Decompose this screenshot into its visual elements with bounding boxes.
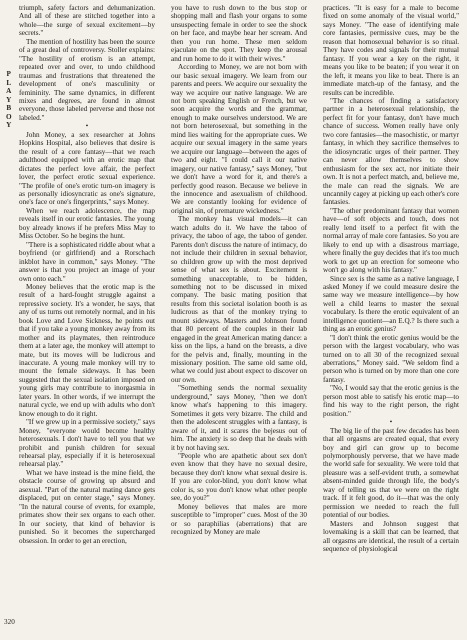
paragraph: The mention of hostility has been the source of a great deal of controversy. Stoller explains: "The hostility of erotism is an attempt, repeated over and over, to undo childhood traumas and frustrations that threatened the development of one's masculinity or femininity. The same dynamics, in different mixes and degrees, are found in almost everyone, those labeled perverse and those not labeled." (19, 37, 155, 122)
paragraph: The monkey has visual models—it can watch adults do it. We have the taboo of privacy, the taboo of age, the taboo of gender. Parents don't discuss the nature of intimacy, do not include their children in sexual behavior, so children grow up with the most deprived sense of what sex is about. Excitement is something unacceptable, to be hidden, something not to be discussed in mixed company. The basic mating position that results from this societal isolation booth is as ludicrous as that of the monkey trying to mount sideways. Masters and Johnson found that 80 percent of the couples in their lab engaged in the great American mating dance: a kiss on the lips, a hand on the breasts, a dive for the pelvis and, finally, mounting in the missionary position. The same old same old, what we could just about expect to discover on our own. (171, 215, 307, 384)
running-head-letter: P (6, 70, 12, 78)
text-column-2 (171, 4, 307, 622)
paragraph: "The chances of finding a satisfactory partner in a heterosexual relationship, the perfect fit for your fantasy, don't have much chance of success. Women really have only two core fantasies—the masochistic, or martyr fantasy, in which they sacrifice themselves to the idiosyncratic urges of their partner. They can never allow themselves to show enthusiasm for the sex act, nor initiate their own. It is not a perfect match, and, believe me, the male can read the signals. We are uncannily cagey at picking up each other's core fantasies. (323, 96, 459, 207)
paragraph: When we reach adolescence, the map reveals itself in our erotic fantasies. The young boy already knows if he prefers Miss May to Miss October. So he begins the hunt. (19, 206, 155, 241)
paragraph: Since sex is the same as a native language, I asked Money if we could measure desire the same way we measure intelligence—by how well a child learns to master the sexual vocabulary. Is there the erotic equivalent of an intelligence quotient—an E.Q.? Is there such a thing as an erotic genius? (323, 274, 459, 334)
paragraph: "If we grew up in a permissive society," says Money, "everyone would become healthy heterosexuals. I don't have to tell you that we prohibit and punish children for sexual rehearsal play, especially if it is heterosexual rehearsal play." (19, 418, 155, 469)
text-column-3 (323, 4, 459, 622)
paragraph: Money believes that males are more susceptible to "improper" cues. Most of the 30 or so paraphilias (aberrations) that are recognized by Money are male (171, 502, 307, 537)
paragraph: The big lie of the past few decades has been that all orgasms are created equal, that every boy and girl can grow up to become polymorphously perverse, that we have made the world safe for sexuality. We were told that pleasure was a self-evident truth, a somewhat absent-minded guide through life, the body's way of telling us that we were on the right track. If it felt good, do it—that was the only permission we needed to reach the full potential of our bodies. (323, 426, 459, 520)
paragraph: Money believes that the erotic map is the result of a hard-fought struggle against a repressive society. It's a wonder, he says, that any of us turns out remotely normal, and in his book Love and Love Sickness, he points out that if you take a young monkey away from its mother and its playmates, then reintroduce them at a later age, the monkey will attempt to mate, but its moves will be ludicrous and inaccurate. A young male monkey will try to mount the female sideways. It has been suggested that the sexual isolation imposed on young girls may contribute to inorgasmia in later years. In other words, if we interrupt the natural cycle, we end up with adults who don't know enough to do it right. (19, 282, 155, 418)
running-head-letter: O (5, 112, 13, 121)
section-separator: • (85, 122, 89, 131)
page-number: 320 (4, 618, 15, 626)
paragraph: you have to rush down to the bus stop or shopping mall and flash your organs to some unsuspecting female in order to see the shock on her face, and maybe hear her scream. And then you run home. These men seldom ejaculate on the spot. They keep the arousal and run home to do it with their wives." (171, 4, 307, 63)
running-head-letter: Y (6, 95, 12, 104)
paragraph: John Money, a sex researcher at Johns Hopkins Hospital, also believes that desire is the result of a core fantasy—that we reach adulthood equipped with an erotic map that dictates the perfect love affair, the perfect lover, the perfect erotic sexual experience. "The profile of one's erotic turn-on imagery is as personally idiosyncratic as one's signature, one's face or one's fingerprints," says Money. (19, 130, 155, 207)
paragraph: What we have instead is the mine field, the obstacle course of growing up absurd and asexual. "Part of the natural mating dance gets displaced, put on center stage," says Money. "In the natural course of events, for example, primates show their sex organs to each other. In our society, that kind of behavior is punished. So it becomes the supercharged obsession. In order to get an erection, (19, 468, 155, 545)
paragraph: "No, I would say that the erotic genius is the person most able to satisfy his erotic map—to find his way to the right person, the right position." (323, 384, 459, 418)
paragraph: triumph, safety factors and dehumanization. And all of these are stitched together into a whole—the surge of sexual excitement—by secrets." (19, 4, 155, 38)
paragraph: Masters and Johnson suggest that lovemaking is a skill that can be learned, that all orgasms are identical, the result of a certain sequence of physiological (323, 519, 459, 553)
paragraph: According to Money, we are not born with our basic sexual imagery. We learn from our parents and peers. We acquire our sexuality the way we acquire our native language. We are not born speaking English or French, but we soon acquire the words and the grammar, enough to make ourselves understood. We are not born heterosexual, but something in the mind lies waiting for the appropriate cues. We acquire our sexual imagery in the same years we acquire our language—between the ages of two and eight. "I could call it our native imagery, our native fantasy," says Money, "but we don't have a word for it, and there's a perfectly good reason. Because we believe in the innocence and asexualism of childhood. We are constantly looking for evidence of original sin, of premature wickedness." (171, 63, 307, 215)
running-head-letter: L (6, 78, 12, 87)
running-head-letter: B (6, 104, 12, 112)
running-head-letter: A (6, 87, 12, 95)
running-head-letter: Y (6, 121, 12, 129)
text-column-1 (19, 4, 155, 622)
running-head (4, 70, 14, 130)
paragraph: "Something sends the normal sexuality underground," says Money, "then we don't know what's happening to this imagery. Sometimes it gets very bizarre. The child and then the adolescent struggles with a fantasy, is aware of it, and it scares the bejesus out of him. The anxiety is so deep that he deals with it by not having sex. (171, 384, 307, 452)
paragraph: "The other predominant fantasy that women have—of soft objects and touch, does not really lend itself to a perfect fit with the normal array of male core fantasies. So you are likely to end up with a disastrous marriage, where finally the guy decides that it's too much work to get up an erection for someone who won't go along with his fantasy." (323, 206, 459, 275)
paragraph: "I don't think the erotic genius would be the person with the largest vocabulary, who was turned on to all 30 of the recognized sexual aberrations," Money said. "We seldom find a person who is turned on by more than one core fantasy. (323, 333, 459, 384)
paragraph: "There is a sophisticated riddle about what a boyfriend (or girlfriend) and a Rorschach inkblot have in common," says Money. "The answer is that you project an image of your own onto each." (19, 240, 155, 283)
section-separator: • (389, 418, 393, 427)
paragraph: "People who are apathetic about sex don't even know that they have no sexual desire, because they don't know what sexual desire is. If you are color-blind, you don't know what color is, so you don't know what other people see, do you?" (171, 452, 307, 503)
paragraph: practices. "It is easy for a male to become fixed on some anomaly of the visual world," says Money. "The ease of identifying male core fantasies, permissive cues, may be the reason that homosexual behavior is so ritual. They have codes and signals for their mutual fantasy. If you wear a key on the right, it means you like to be beaten; if you wear it on the left, it means you like to beat. There is an immediate match-up of the fantasy, and the results can be incredible. (323, 4, 459, 97)
